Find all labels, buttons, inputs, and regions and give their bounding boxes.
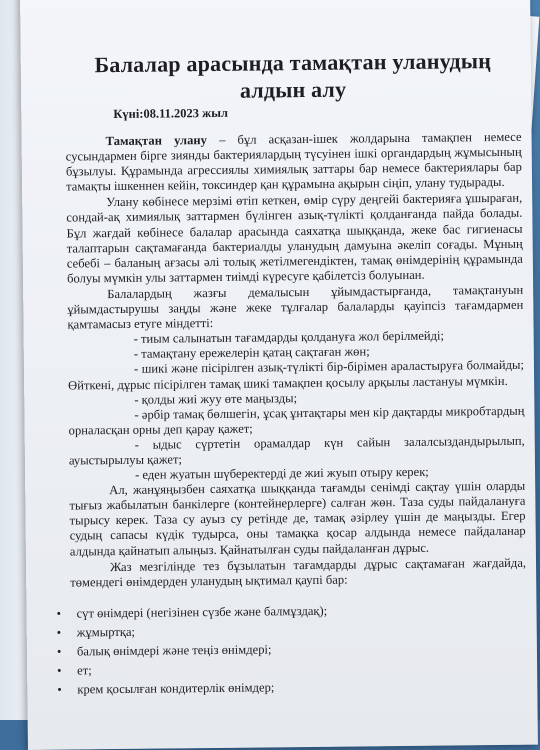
title-line-2: алдын алу xyxy=(239,76,347,103)
list-item: • ет; xyxy=(55,657,527,681)
rule-item: - тамақтану ережелерін қатаң сақтаған жөн; xyxy=(133,344,370,362)
paragraph-definition xyxy=(66,130,523,195)
paragraph-causes: Улану көбінесе мерзімі өтіп кеткен, өмір сүру деңгейі бактерияға ұшыраған, сондай-ақ химиялық заттармен бүлінген азық-түлікті қолданғанда пайда болады. Бұл жағдай көбінесе балалар арасында саяхатқа шыққанда, жеке бас гигиенасы талаптарын сақтамағанда бактериалды уланудың дамуына әкеліп соғады. Мұның себебі – баланың ағзасы әлі толық жетілмегендіктен, тамақ өнімдерінің құрамында болуы мүмкін улы заттармен тиімді күресуге қабілетсіз болуынан. xyxy=(66,191,523,286)
bullet-icon: • xyxy=(56,606,62,621)
rule-item: - ыдыс сүртетін орамалдар күн сайын залалсыздандырылып, ауыстырылуы қажет; xyxy=(68,433,525,468)
list-item: • балық өнімдері және теңіз өнімдері; xyxy=(55,638,527,662)
paragraph-summer: Жаз мезгілінде тез бұзылатын тағамдарды дұрыс сақтамаған жағдайда, төмендегі өнімдерден уланудың ықтимал қаупі бар: xyxy=(70,555,527,590)
bullet-icon: • xyxy=(57,663,62,678)
document-title xyxy=(65,47,522,106)
paragraph-travel: Ал, жанұяңызбен саяхатқа шыққанда тағамды сенімді сақтау үшін оларды тығыз жабылатын банкілерге (контейнерлерге) салған жөн. Таза суды пайдалануға тырысу керек. Таза су ауыз су ретінде де, тамақ әзірлеу үшін де маңызды. Егер судың сапасы күдік тудырса, оны тамақка қосар алдында немесе пайдаланар алдында қайнатып алыңыз. Қайнатылған суды пайдаланған дұрыс. xyxy=(69,478,526,559)
bullet-icon: • xyxy=(56,644,62,659)
document-page xyxy=(20,0,538,750)
list-item: • сүт өнімдері (негізінен сүзбе және балмұздақ); xyxy=(54,600,526,624)
risk-products-list xyxy=(54,600,527,700)
document-content xyxy=(56,47,528,700)
title-line-1: Балалар арасында тамақтан уланудың xyxy=(94,48,492,78)
list-item: • крем қосылған кондитерлік өнімдер; xyxy=(55,676,527,700)
paragraph-organizers: Балалардың жазғы демалысын ұйымдастырғанда, тамақтануын ұйымдастырушы заңды және жеке тұлғалар балаларды қауіпсіз тағамдармен қамтамасыз етуге міндетті: xyxy=(67,282,524,332)
rule-item: - еден жуатын шүберектерді де жиі жуып отыру керек; xyxy=(135,464,429,482)
rule-item: - шикі және пісірілген азық-түлікті бір-бірімен араластыруға болмайды; Өйткені, дұрыс пісірілген тамақ шикі тамақпен қосылу арқылы ластануы мүмкін. xyxy=(68,358,525,393)
list-item: • жұмыртқа; xyxy=(55,619,527,643)
rule-item: - тиым салынатын тағамдарды қолдануға жол берілмейді; xyxy=(133,328,445,347)
bullet-icon: • xyxy=(56,625,62,640)
rule-item: - қолды жиі жуу өте маңызды; xyxy=(134,390,298,407)
term-food-poisoning: Тамақтан улану xyxy=(105,133,207,149)
definition-text: – бұл асқазан-ішек жолдарына тамақпен немесе сусындармен бірге зиянды бактериялардың түсуінен ішкі органдардың жұмысының бұзылуы. Құрамында агрессиялы химиялық заттары бар немесе бактериялары бар тамақты ішкеннен кейін, токсиндер қан құрамына ақырын сіңіп, улану тудырады. xyxy=(65,129,522,194)
bullet-icon: • xyxy=(57,682,62,697)
rule-item: - әрбір тамақ бөлшегін, ұсақ ұнтақтары мен кір дақтарды микробтардың орналасқан орны деп қарау қажет; xyxy=(68,403,525,438)
document-date: Күні:08.11.2023 жыл xyxy=(113,105,229,122)
document-body xyxy=(66,130,527,591)
